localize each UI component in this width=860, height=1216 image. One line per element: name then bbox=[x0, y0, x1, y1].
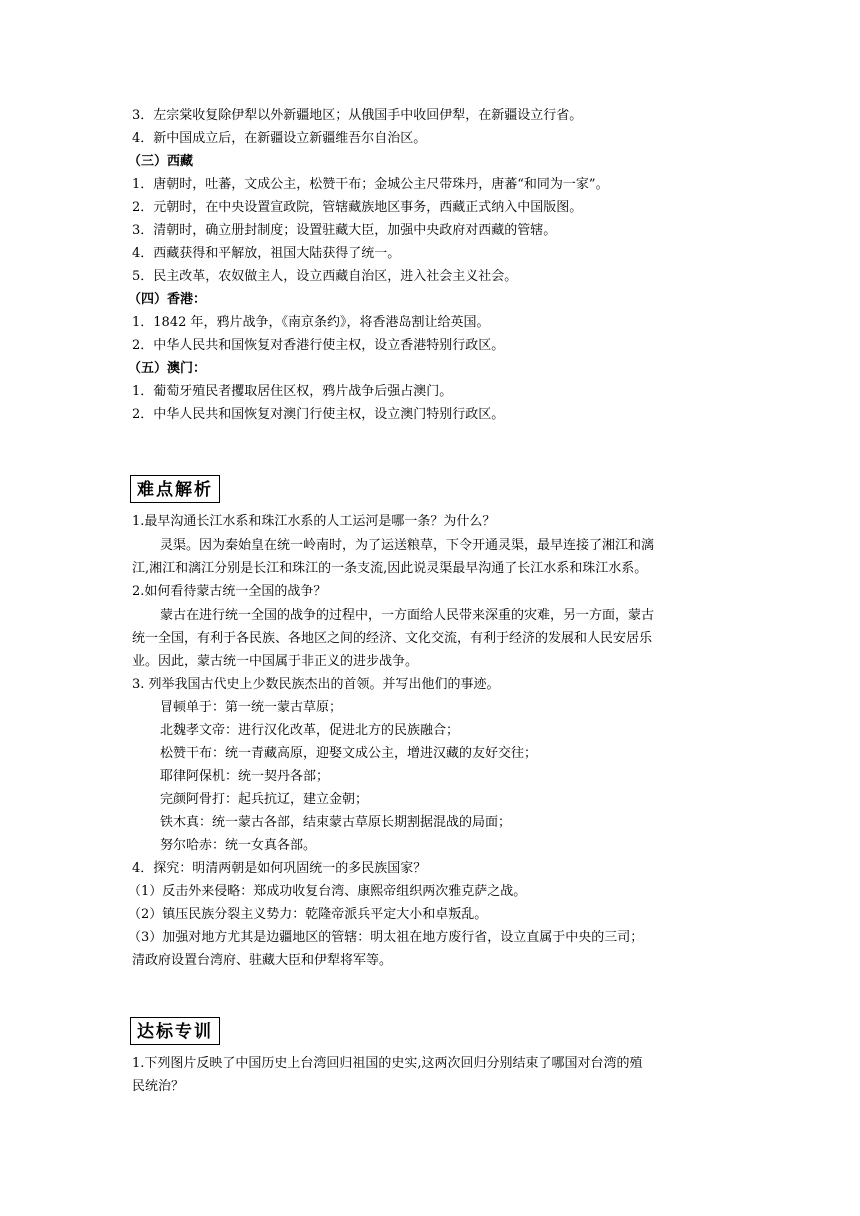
text-line: 1．葡萄牙殖民者攫取居住区权，鸦片战争后强占澳门。 bbox=[132, 384, 453, 399]
answer-1-line: 江,湘江和漓江分别是长江和珠江的一条支流,因此说灵渠最早沟通了长江水系和珠江水系。 bbox=[132, 561, 648, 576]
answer-4-item: （1）反击外来侵略：郑成功收复台湾、康熙帝组织两次雅克萨之战。 bbox=[128, 884, 527, 899]
text-line: 2．中华人民共和国恢复对澳门行使主权，设立澳门特别行政区。 bbox=[132, 407, 505, 422]
answer-4-item: （3）加强对地方尤其是边疆地区的管辖：明太祖在地方废行省，设立直属于中央的三司； bbox=[128, 930, 644, 945]
leader-item: 松赞干布：统一青藏高原，迎娶文成公主，增进汉藏的友好交往； bbox=[160, 746, 538, 761]
text-line: 4．西藏获得和平解放，祖国大陆获得了统一。 bbox=[132, 246, 401, 261]
question-4: 4．探究：明清两朝是如何巩固统一的多民族国家？ bbox=[132, 861, 427, 876]
leader-item: 努尔哈赤：统一女真各部。 bbox=[160, 838, 317, 853]
text-line: 4．新中国成立后，在新疆设立新疆维吾尔自治区。 bbox=[132, 131, 427, 146]
answer-2-line: 蒙古在进行统一全国的战争的过程中，一方面给人民带来深重的灾难，另一方面，蒙古 bbox=[160, 608, 655, 623]
leader-item: 冒顿单于：第一统一蒙古草原； bbox=[160, 700, 343, 715]
answer-2-line: 统一全国，有利于各民族、各地区之间的经济、文化交流，有利于经济的发展和人民安居乐 bbox=[132, 631, 653, 646]
text-line: 3．左宗棠收复除伊犁以外新疆地区；从俄国手中收回伊犁，在新疆设立行省。 bbox=[132, 108, 583, 123]
section-title-difficult-points: 难点解析 bbox=[130, 475, 220, 503]
section-heading-hongkong: （四）香港： bbox=[128, 292, 207, 307]
leader-item: 完颜阿骨打：起兵抗辽，建立金朝； bbox=[160, 792, 369, 807]
answer-2-line: 业。因此，蒙古统一中国属于非正义的进步战争。 bbox=[132, 654, 419, 669]
leader-item: 耶律阿保机：统一契丹各部； bbox=[160, 769, 330, 784]
text-line: 3．清朝时，确立册封制度；设置驻藏大臣，加强中央政府对西藏的管辖。 bbox=[132, 223, 557, 238]
leader-item: 北魏孝文帝：进行汉化改革，促进北方的民族融合； bbox=[160, 723, 460, 738]
text-line: 5．民主改革，农奴做主人，设立西藏自治区，进入社会主义社会。 bbox=[132, 269, 518, 284]
answer-4-item: （2）镇压民族分裂主义势力：乾隆帝派兵平定大小和卓叛乱。 bbox=[128, 907, 488, 922]
answer-1-line: 灵渠。因为秦始皇在统一岭南时，为了运送粮草，下令开通灵渠，最早连接了湘江和漓 bbox=[160, 538, 655, 553]
training-question-1: 民统治？ bbox=[132, 1079, 185, 1094]
text-line: 1．唐朝时，吐蕃，文成公主，松赞干布；金城公主尺带珠丹，唐蕃“和同为一家”。 bbox=[132, 177, 609, 192]
question-3: 3. 列举我国古代史上少数民族杰出的首领。并写出他们的事迹。 bbox=[132, 677, 500, 692]
answer-4-item: 清政府设置台湾府、驻藏大臣和伊犁将军等。 bbox=[132, 953, 393, 968]
question-1: 1.最早沟通长江水系和珠江水系的人工运河是哪一条？为什么？ bbox=[132, 514, 496, 529]
text-line: 1．1842 年，鸦片战争，《南京条约》，将香港岛割让给英国。 bbox=[132, 315, 490, 330]
section-heading-macau: （五）澳门： bbox=[128, 361, 207, 376]
text-line: 2．元朝时，在中央设置宣政院，管辖藏族地区事务，西藏正式纳入中国版图。 bbox=[132, 200, 583, 215]
question-2: 2.如何看待蒙古统一全国的战争？ bbox=[132, 584, 327, 599]
training-question-1: 1.下列图片反映了中国历史上台湾回归祖国的史实,这两次回归分别结束了哪国对台湾的殖 bbox=[132, 1056, 643, 1071]
text-line: 2．中华人民共和国恢复对香港行使主权，设立香港特别行政区。 bbox=[132, 338, 505, 353]
section-title-training: 达标专训 bbox=[130, 1017, 220, 1045]
section-heading-tibet: （三）西藏 bbox=[128, 154, 194, 169]
leader-item: 铁木真：统一蒙古各部，结束蒙古草原长期割据混战的局面； bbox=[160, 815, 512, 830]
